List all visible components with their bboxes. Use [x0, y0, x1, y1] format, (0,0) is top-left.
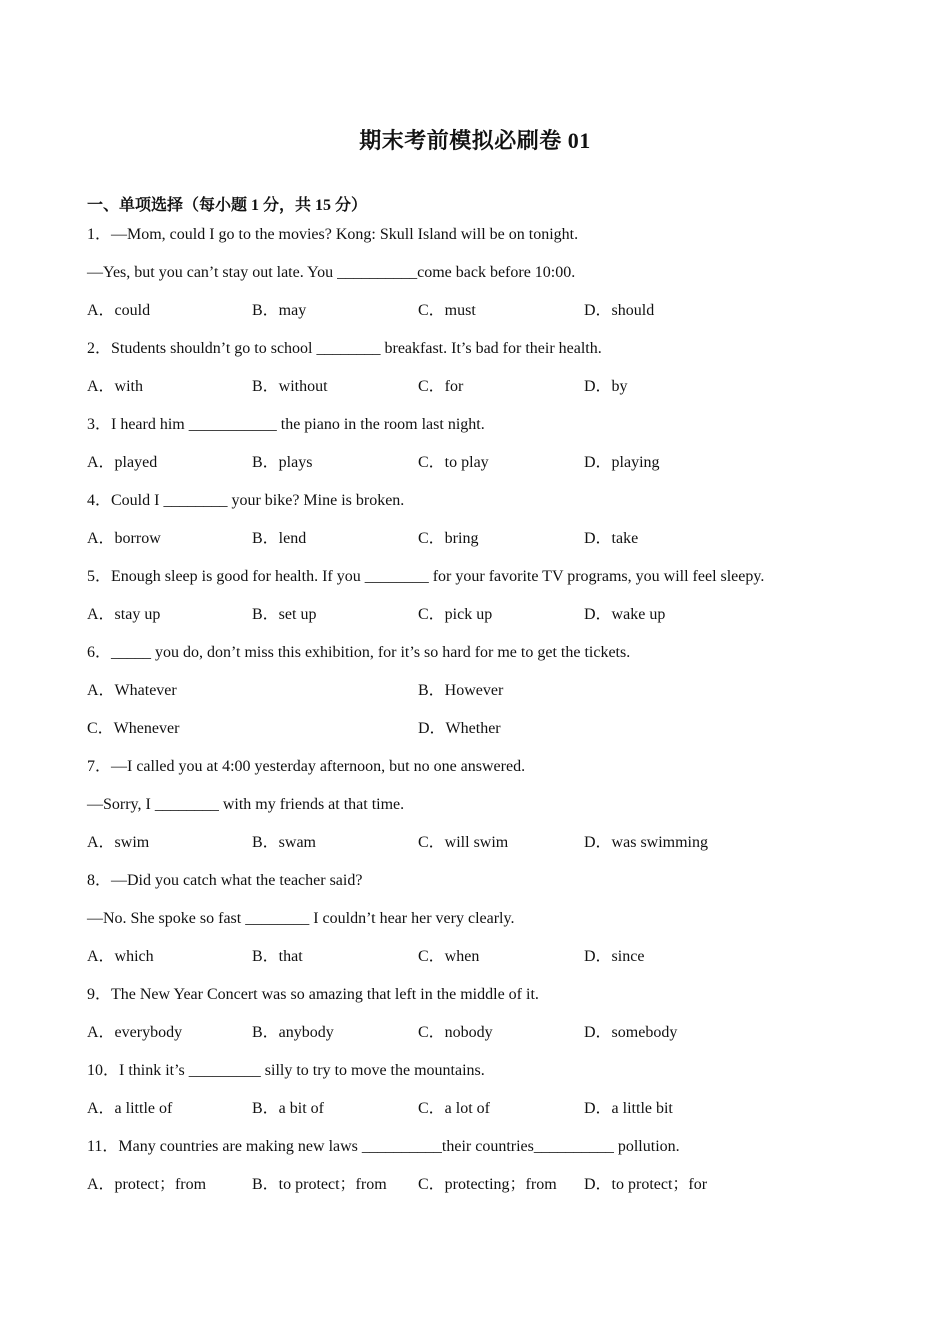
question-8-line-1: 8．—Did you catch what the teacher said?	[87, 872, 363, 889]
question-1-option-a: A．could	[87, 302, 151, 319]
question-7-line-2: —Sorry, I ________ with my friends at that time.	[87, 796, 405, 813]
question-1-option-b: B．may	[252, 302, 307, 319]
question-10-option-a: A．a little of	[87, 1100, 173, 1117]
question-4-option-c: C．bring	[418, 530, 479, 547]
question-3-option-b: B．plays	[252, 454, 313, 471]
question-10-option-b: B．a bit of	[252, 1100, 324, 1117]
question-6-line-1: 6．_____ you do, don’t miss this exhibition, for it’s so hard for me to get the tickets.	[87, 644, 631, 661]
question-9-option-a: A．everybody	[87, 1024, 183, 1041]
question-4-option-d: D．take	[584, 530, 639, 547]
question-10-option-d: D．a little bit	[584, 1100, 673, 1117]
question-10-option-c: C．a lot of	[418, 1100, 490, 1117]
question-8-option-c: C．when	[418, 948, 480, 965]
question-11-line-1: 11．Many countries are making new laws __________their countries__________ pollution.	[87, 1138, 680, 1155]
question-3-option-d: D．playing	[584, 454, 660, 471]
question-2-line-1: 2．Students shouldn’t go to school ________ breakfast. It’s bad for their health.	[87, 340, 602, 357]
question-2-option-c: C．for	[418, 378, 464, 395]
question-9-line-1: 9．The New Year Concert was so amazing that left in the middle of it.	[87, 986, 539, 1003]
question-8-option-a: A．which	[87, 948, 154, 965]
question-4-line-1: 4．Could I ________ your bike? Mine is broken.	[87, 492, 405, 509]
question-6-option-a: A．Whatever	[87, 682, 177, 699]
question-2-option-a: A．with	[87, 378, 144, 395]
question-7-option-a: A．swim	[87, 834, 150, 851]
question-11-option-b: B．to protect；from	[252, 1176, 387, 1193]
question-11-option-a: A．protect；from	[87, 1176, 207, 1193]
section-heading: 一、单项选择（每小题 1 分，共 15 分）	[87, 197, 368, 214]
question-8-option-b: B．that	[252, 948, 303, 965]
question-5-option-c: C．pick up	[418, 606, 493, 623]
question-7-option-b: B．swam	[252, 834, 317, 851]
question-1-line-1: 1．—Mom, could I go to the movies? Kong: Skull Island will be on tonight.	[87, 226, 579, 243]
question-11-option-d: D．to protect；for	[584, 1176, 708, 1193]
question-8-line-2: —No. She spoke so fast ________ I couldn’t hear her very clearly.	[87, 910, 515, 927]
question-5-option-d: D．wake up	[584, 606, 666, 623]
question-10-line-1: 10．I think it’s _________ silly to try to move the mountains.	[87, 1062, 485, 1079]
question-5-option-b: B．set up	[252, 606, 317, 623]
question-3-option-a: A．played	[87, 454, 158, 471]
question-1-option-d: D．should	[584, 302, 655, 319]
page-title: 期末考前模拟必刷卷 01	[359, 128, 591, 153]
question-9-option-c: C．nobody	[418, 1024, 493, 1041]
question-11-option-c: C．protecting；from	[418, 1176, 557, 1193]
question-6-option-c: C．Whenever	[87, 720, 180, 737]
question-7-line-1: 7．—I called you at 4:00 yesterday afternoon, but no one answered.	[87, 758, 526, 775]
question-2-option-b: B．without	[252, 378, 328, 395]
question-6-option-b: B．However	[418, 682, 504, 699]
question-7-option-c: C．will swim	[418, 834, 509, 851]
question-2-option-d: D．by	[584, 378, 628, 395]
question-5-line-1: 5．Enough sleep is good for health. If you ________ for your favorite TV programs, you will feel sleepy.	[87, 568, 765, 585]
question-3-line-1: 3．I heard him ___________ the piano in the room last night.	[87, 416, 485, 433]
question-5-option-a: A．stay up	[87, 606, 161, 623]
question-6-option-d: D．Whether	[418, 720, 501, 737]
question-7-option-d: D．was swimming	[584, 834, 709, 851]
question-1-line-2: —Yes, but you can’t stay out late. You __________come back before 10:00.	[87, 264, 576, 281]
question-4-option-a: A．borrow	[87, 530, 161, 547]
question-3-option-c: C．to play	[418, 454, 489, 471]
question-1-option-c: C．must	[418, 302, 476, 319]
question-9-option-d: D．somebody	[584, 1024, 678, 1041]
question-8-option-d: D．since	[584, 948, 645, 965]
question-4-option-b: B．lend	[252, 530, 307, 547]
question-9-option-b: B．anybody	[252, 1024, 334, 1041]
